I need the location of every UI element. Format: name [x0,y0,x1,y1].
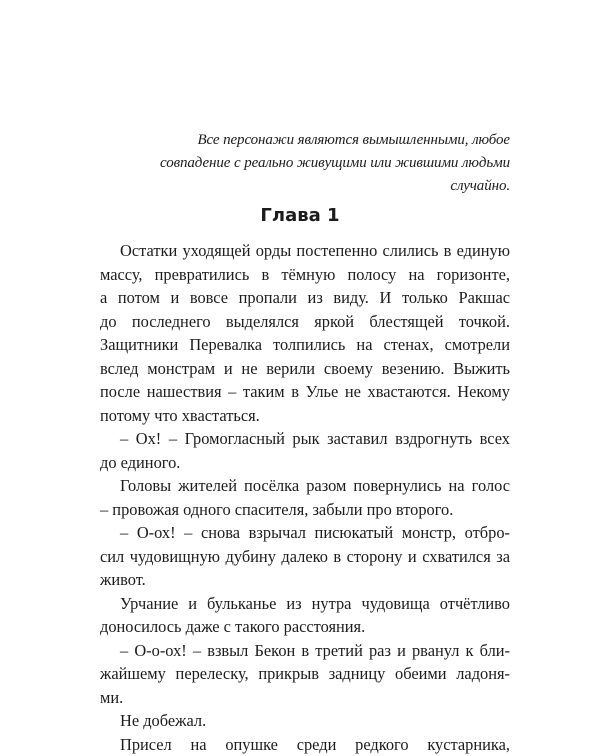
paragraph [100,474,510,521]
paragraph [100,427,510,474]
text-line: Не добежал. [100,709,510,733]
text-line: – О-о-ох! – взвыл Бекон в третий раз и рванул к бли- [100,639,510,663]
chapter-body [100,239,510,756]
epigraph-line: совпадение с реально живущими или жившими людьми [150,152,510,175]
text-line: жайшему перелеску, прикрыв задницу обеими ладоня- [100,662,510,686]
text-line: доносилось даже с такого расстояния. [100,615,510,639]
text-line: а потом и вовсе пропали из виду. И только Ракшас [100,286,510,310]
text-line: Головы жителей посёлка разом повернулись на голос [100,474,510,498]
epigraph [150,129,510,198]
text-line: живот. [100,568,510,592]
text-line: вслед монстрам и не верили своему везению. Выжить [100,357,510,381]
text-line: ми. [100,686,510,710]
text-line: – О-ох! – снова взрычал писюкатый монстр, отбро- [100,521,510,545]
paragraph [100,733,510,756]
paragraph [100,239,510,427]
text-line: Остатки уходящей орды постепенно слились в единую [100,239,510,263]
text-line: до единого. [100,451,510,475]
epigraph-line: Все персонажи являются вымышленными, любое [150,129,510,152]
text-line: Защитники Перевалка толпились на стенах, смотрели [100,333,510,357]
text-line: до последнего выделялся яркой блестящей точкой. [100,310,510,334]
epigraph-line: случайно. [150,175,510,198]
text-line: сил чудовищную дубину далеко в сторону и схватился за [100,545,510,569]
text-line: – Ох! – Громогласный рык заставил вздрогнуть всех [100,427,510,451]
paragraph [100,521,510,592]
text-line: массу, превратились в тёмную полосу на горизонте, [100,263,510,287]
text-line: Присел на опушке среди редкого кустарника, [100,733,510,756]
chapter-title: Глава 1 [0,204,600,228]
paragraph [100,709,510,733]
text-line: Урчание и бульканье из нутра чудовища отчётливо [100,592,510,616]
paragraph [100,639,510,710]
text-line: потому что хвастаться. [100,404,510,428]
text-line: после нашествия – таким в Улье не хвастаются. Некому [100,380,510,404]
text-line: – провожая одного спасителя, забыли про второго. [100,498,510,522]
paragraph [100,592,510,639]
